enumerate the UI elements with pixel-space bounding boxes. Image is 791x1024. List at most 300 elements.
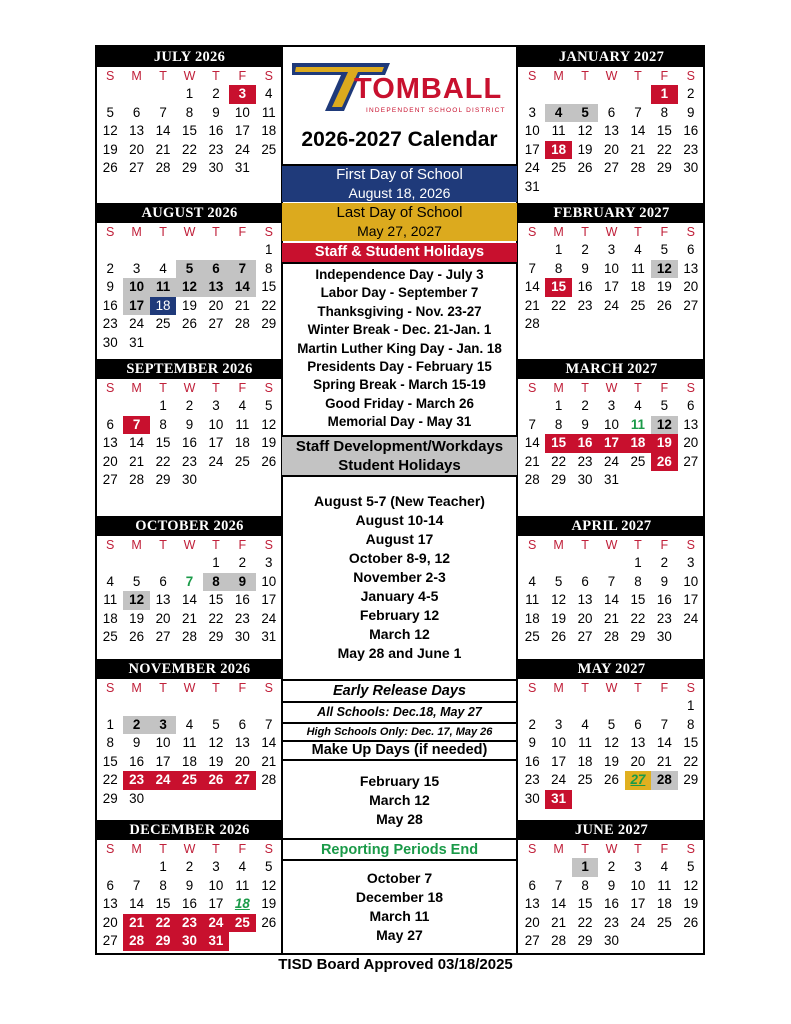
empty-cell [176,241,202,260]
day-cell: 30 [604,933,619,949]
day-cell: 15 [656,123,672,139]
empty-cell [123,697,149,716]
day-cell: 24 [551,772,567,788]
weekday-label: W [183,69,196,83]
day-cell: 1 [687,698,695,713]
day-cell: 26 [683,914,699,930]
month-grid [96,67,283,178]
day-cell: 3 [132,260,141,276]
holiday-item: Independence Day - July 3 [315,267,484,282]
empty-cell [545,85,571,104]
day-cell: 25 [577,772,593,788]
empty-cell [651,697,677,716]
day-cell: 3 [528,104,536,120]
day-cell: 13 [102,896,118,912]
day-cell: 29 [102,790,118,806]
month-2 [96,359,283,516]
weekday-label: S [106,69,115,83]
day-cell: 18 [234,435,250,451]
weekday-label: M [553,538,564,552]
day-cell: 9 [660,573,669,589]
day-cell: 28 [123,932,149,951]
day-cell: 14 [524,279,540,295]
month-header: FEBRUARY 2027 [518,203,705,223]
calendar-title: 2026-2027 Calendar [301,128,498,151]
day-cell: 2 [607,859,616,874]
day-cell: 15 [155,896,171,912]
weekday-label: T [212,69,220,83]
day-cell: 17 [551,753,567,769]
weekday-label: M [553,69,564,83]
day-cell: 26 [261,453,277,469]
day-cell: 16 [577,279,593,295]
first-day-label: First Day of School [336,166,463,183]
day-cell: 11 [103,592,118,608]
day-cell: 29 [261,316,277,332]
day-cell: 17 [604,279,619,295]
staff-dev-item: February 12 [359,607,440,623]
day-cell: 29 [551,472,567,488]
day-cell: 2 [123,716,149,735]
day-cell: 30 [182,472,197,488]
day-cell: 6 [106,416,114,432]
day-cell: 29 [656,160,672,176]
month-header: JANUARY 2027 [518,47,705,67]
day-cell: 27 [229,771,255,790]
weekday-label: T [159,842,167,856]
staff-dev-item: August 5-7 (New Teacher) [314,493,485,509]
day-cell: 14 [129,435,145,451]
day-cell: 10 [604,260,619,276]
empty-cell [123,554,149,573]
weekday-label: S [106,681,115,695]
month-header: MAY 2027 [518,659,705,679]
day-cell: 7 [634,104,642,120]
day-cell: 15 [577,896,593,912]
day-cell: 21 [524,297,540,313]
day-cell: 23 [604,914,619,930]
logo-tagline: INDEPENDENT SCHOOL DISTRICT [366,107,506,114]
day-cell: 20 [155,610,171,626]
day-cell: 7 [528,416,536,432]
day-cell: 23 [182,453,197,469]
empty-cell [97,397,123,416]
day-cell: 11 [551,123,566,139]
empty-cell [123,241,149,260]
month-grid [96,223,283,353]
day-cell: 16 [656,592,672,608]
day-cell: 27 [625,771,651,790]
weekday-label: M [131,538,142,552]
day-cell: 21 [630,141,646,157]
day-cell: 30 [129,790,145,806]
day-cell: 11 [657,877,672,893]
weekday-label: F [660,681,669,695]
day-cell: 14 [155,123,171,139]
day-cell: 26 [604,772,619,788]
day-cell: 26 [651,453,677,472]
day-cell: 12 [651,260,677,279]
day-cell: 6 [687,398,695,413]
weekday-label: T [159,225,167,239]
day-cell: 7 [123,416,149,435]
day-cell: 5 [572,104,598,123]
day-cell: 23 [577,453,593,469]
day-cell: 4 [265,86,273,101]
weekday-label: F [660,69,669,83]
day-cell: 16 [182,435,197,451]
weekday-label: M [131,69,142,83]
weekday-label: T [581,381,589,395]
weekday-label: S [528,842,537,856]
day-cell: 11 [525,592,540,608]
weekday-label: F [238,842,247,856]
day-cell: 27 [604,160,619,176]
day-cell: 20 [102,453,118,469]
weekday-label: W [183,538,196,552]
weekday-label: W [183,842,196,856]
day-cell: 9 [212,104,220,120]
day-cell: 4 [545,104,571,123]
day-cell: 5 [554,573,563,589]
month-10 [518,659,705,816]
weekday-label: T [581,69,589,83]
day-cell: 10 [234,104,250,120]
day-cell: 11 [630,416,645,432]
weekday-label: S [106,381,115,395]
day-cell: 9 [185,877,194,893]
day-cell: 23 [683,141,699,157]
weekday-label: S [106,225,115,239]
day-cell: 16 [208,123,224,139]
day-cell: 31 [129,334,145,350]
reporting-heading: Reporting Periods End [320,842,479,858]
day-cell: 17 [524,141,540,157]
day-cell: 3 [607,242,616,257]
weekday-label: T [212,381,220,395]
empty-cell [519,85,545,104]
day-cell: 12 [208,735,224,751]
day-cell: 2 [238,555,247,570]
day-cell: 22 [551,297,567,313]
day-cell: 26 [102,160,118,176]
day-cell: 19 [604,753,619,769]
day-cell: 15 [155,435,171,451]
month-6 [518,47,705,204]
day-cell: 25 [630,297,646,313]
day-cell: 3 [212,398,220,413]
month-header: OCTOBER 2026 [96,516,283,536]
makeup-list [282,772,517,829]
logo-name: TOMBALL [354,73,503,105]
day-cell: 26 [129,629,145,645]
day-cell: 5 [687,859,695,874]
day-cell: 22 [208,610,224,626]
day-cell: 1 [106,716,114,732]
day-cell: 25 [176,771,202,790]
day-cell: 28 [551,933,567,949]
weekday-label: W [605,681,618,695]
month-grid [518,679,705,809]
empty-cell [598,554,624,573]
day-cell: 2 [106,260,114,276]
day-cell: 30 [524,790,540,806]
day-cell: 22 [261,297,277,313]
day-cell: 3 [150,716,176,735]
day-cell: 13 [234,735,250,751]
day-cell: 16 [102,297,118,313]
staff-dev-band [282,437,517,475]
reporting-date-item: May 27 [376,927,423,943]
weekday-label: F [660,538,669,552]
day-cell: 27 [577,629,593,645]
weekday-label: T [212,842,220,856]
weekday-label: M [131,225,142,239]
day-cell: 12 [261,877,277,893]
day-cell: 13 [683,260,699,276]
day-cell: 2 [581,242,589,257]
staff-dev-item: October 8-9, 12 [348,550,451,566]
day-cell: 4 [634,242,642,257]
holiday-item: Winter Break - Dec. 21-Jan. 1 [307,322,492,338]
day-cell: 29 [630,629,646,645]
day-cell: 19 [182,297,197,313]
day-cell: 28 [651,771,677,790]
weekday-label: T [159,381,167,395]
day-cell: 3 [634,859,642,874]
day-cell: 16 [129,753,145,769]
day-cell: 8 [660,104,669,120]
day-cell: 10 [261,573,277,589]
day-cell: 24 [150,771,176,790]
day-cell: 16 [234,592,250,608]
empty-cell [545,554,571,573]
day-cell: 29 [208,629,224,645]
day-cell: 22 [150,914,176,933]
tomball-logo [282,47,517,117]
day-cell: 10 [123,278,149,297]
day-cell: 5 [176,260,202,279]
day-cell: 2 [185,859,194,874]
weekday-label: S [528,381,537,395]
day-cell: 13 [155,592,171,608]
day-cell: 14 [261,735,277,751]
day-cell: 11 [630,260,645,276]
day-cell: 4 [528,573,536,589]
weekday-label: T [581,681,589,695]
day-cell: 1 [554,242,563,257]
day-cell: 31 [261,629,277,645]
day-cell: 3 [607,398,616,413]
weekday-label: T [581,842,589,856]
month-0 [96,47,283,204]
empty-cell [203,241,229,260]
day-cell: 1 [651,85,677,104]
day-cell: 18 [545,141,571,160]
day-cell: 30 [176,932,202,951]
month-header: JUNE 2027 [518,820,705,840]
reporting-list [282,869,517,945]
holiday-item: Memorial Day - May 31 [327,414,472,430]
day-cell: 19 [577,141,593,157]
empty-cell [97,554,123,573]
day-cell: 2 [660,555,669,570]
day-cell: 24 [604,297,619,313]
day-cell: 25 [102,629,118,645]
day-cell: 25 [551,160,567,176]
day-cell: 29 [155,472,171,488]
day-cell: 17 [123,297,149,316]
day-cell: 15 [102,753,118,769]
day-cell: 3 [212,859,220,874]
day-cell: 4 [159,260,167,276]
day-cell: 9 [106,279,114,295]
day-cell: 19 [102,141,118,157]
day-cell: 9 [687,104,695,120]
day-cell: 8 [687,716,695,732]
day-cell: 7 [159,104,167,120]
day-cell: 1 [572,858,598,877]
empty-cell [519,554,545,573]
day-cell: 22 [155,453,171,469]
early-release-high: High Schools Only: Dec. 17, May 26 [306,726,493,738]
day-cell: 6 [607,104,616,120]
day-cell: 8 [554,260,563,276]
day-cell: 11 [261,104,276,120]
day-cell: 24 [234,141,250,157]
day-cell: 22 [630,610,646,626]
day-cell: 27 [155,629,171,645]
reporting-date-item: December 18 [355,889,444,905]
day-cell: 9 [581,416,589,432]
day-cell: 12 [683,877,699,893]
weekday-label: S [686,842,695,856]
empty-cell [572,697,598,716]
day-cell: 17 [630,896,646,912]
day-cell: 12 [123,591,149,610]
day-cell: 30 [656,629,672,645]
weekday-label: M [131,681,142,695]
day-cell: 8 [159,416,167,432]
weekday-label: F [238,69,247,83]
month-8 [518,359,705,516]
weekday-label: S [528,225,537,239]
day-cell: 9 [528,735,536,751]
day-cell: 20 [630,753,646,769]
day-cell: 22 [656,141,672,157]
day-cell: 6 [106,877,114,893]
day-cell: 27 [683,453,699,469]
month-header: AUGUST 2026 [96,203,283,223]
day-cell: 24 [129,316,145,332]
empty-cell [229,241,255,260]
empty-cell [572,554,598,573]
month-grid [518,840,705,951]
empty-cell [97,858,123,877]
empty-cell [519,858,545,877]
holiday-item: Good Friday - March 26 [325,395,474,411]
day-cell: 8 [106,735,114,751]
day-cell: 24 [203,914,229,933]
day-cell: 23 [208,141,224,157]
day-cell: 4 [185,716,194,732]
weekday-label: T [581,225,589,239]
day-cell: 22 [683,753,699,769]
day-cell: 6 [581,573,589,589]
empty-cell [572,85,598,104]
month-9 [518,516,705,673]
staff-dev-heading: Staff Development/Workdays [295,438,504,455]
day-cell: 25 [656,914,672,930]
month-grid [96,840,283,951]
month-header: NOVEMBER 2026 [96,659,283,679]
month-grid [518,379,705,490]
day-cell: 20 [208,297,224,313]
day-cell: 21 [524,453,540,469]
last-day-band [282,203,517,241]
holidays-heading: Staff & Student Holidays [282,243,517,262]
holiday-list [282,266,517,432]
month-7 [518,203,705,360]
day-cell: 7 [185,573,194,589]
day-cell: 17 [683,592,699,608]
day-cell: 24 [630,914,646,930]
day-cell: 19 [551,610,567,626]
day-cell: 5 [607,716,616,732]
weekday-label: W [183,381,196,395]
day-cell: 31 [234,160,250,176]
empty-cell [150,85,176,104]
day-cell: 10 [551,735,567,751]
day-cell: 23 [234,610,250,626]
day-cell: 14 [656,735,672,751]
weekday-label: M [131,381,142,395]
day-cell: 26 [577,160,593,176]
day-cell: 23 [577,297,593,313]
day-cell: 18 [524,610,540,626]
day-cell: 19 [261,435,277,451]
day-cell: 20 [604,141,619,157]
day-cell: 1 [159,398,167,413]
month-header: DECEMBER 2026 [96,820,283,840]
day-cell: 8 [581,877,589,893]
weekday-label: T [159,681,167,695]
day-cell: 18 [261,123,277,139]
weekday-label: S [264,69,273,83]
day-cell: 28 [261,772,277,788]
day-cell: 5 [660,242,669,257]
weekday-label: T [634,225,642,239]
day-cell: 7 [265,716,273,732]
day-cell: 24 [208,453,224,469]
day-cell: 14 [604,592,619,608]
day-cell: 25 [524,629,540,645]
empty-cell [176,554,202,573]
day-cell: 6 [159,573,167,589]
day-cell: 30 [577,472,593,488]
empty-cell [150,241,176,260]
weekday-label: M [553,381,564,395]
day-cell: 3 [265,555,273,570]
day-cell: 18 [102,610,118,626]
empty-cell [519,241,545,260]
day-cell: 24 [524,160,540,176]
day-cell: 8 [554,416,563,432]
weekday-label: W [605,381,618,395]
early-release-all: All Schools: Dec.18, May 27 [317,705,482,719]
day-cell: 9 [607,877,616,893]
day-cell: 18 [656,896,672,912]
